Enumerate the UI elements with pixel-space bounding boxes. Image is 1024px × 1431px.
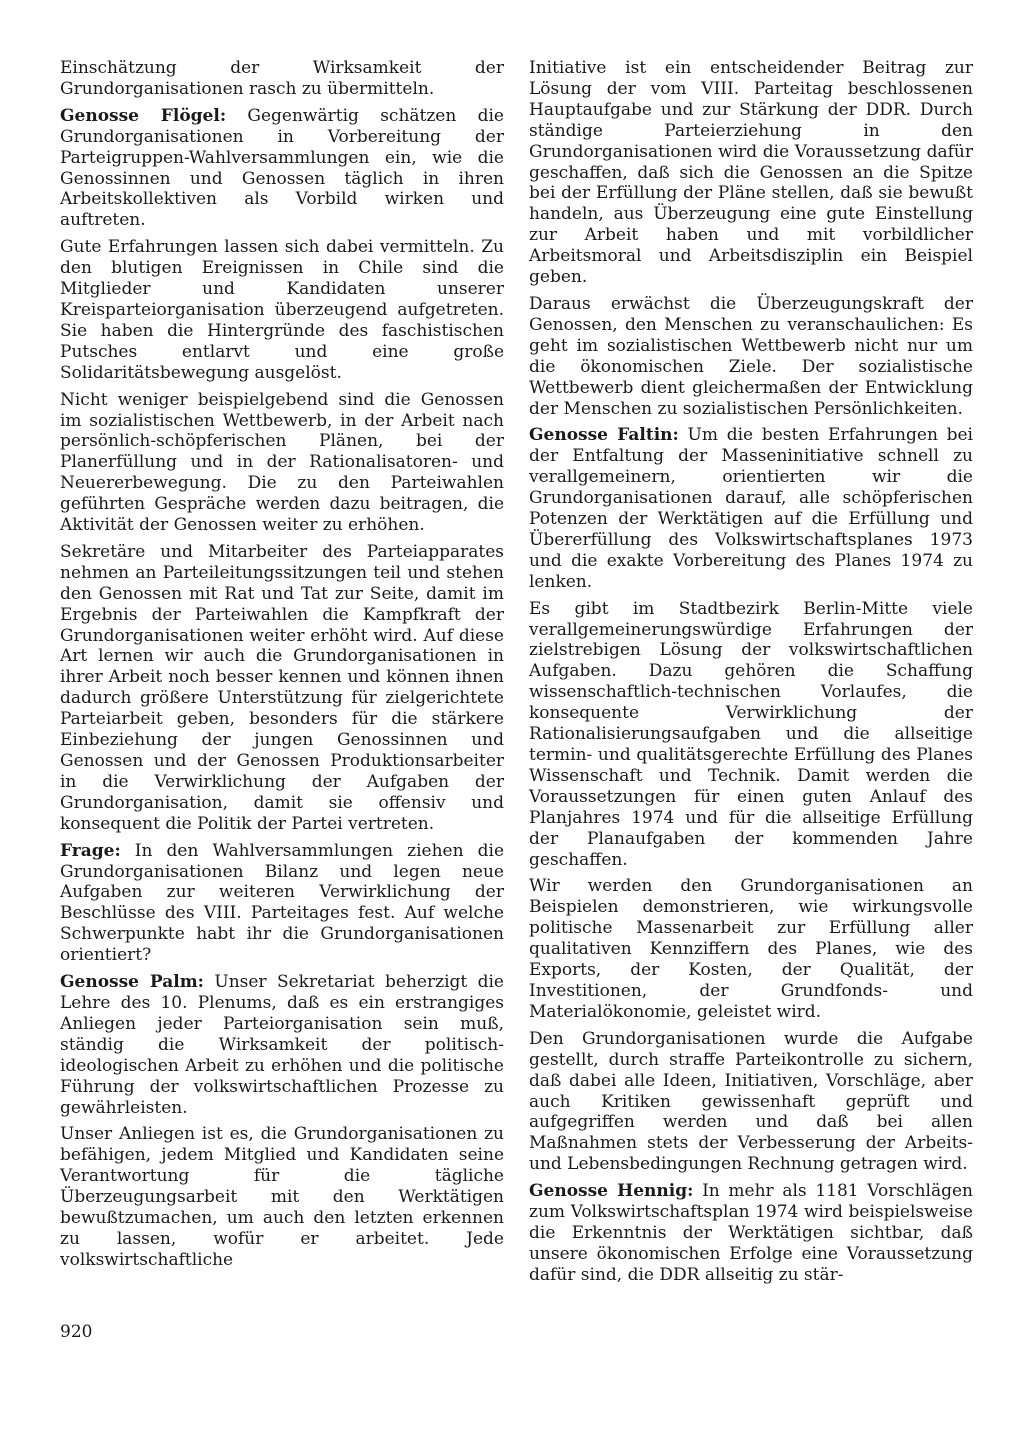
- paragraph-text: Den Grundorganisationen wurde die Aufgabe gestellt, durch straffe Parteikontrolle zu sichern, daß dabei alle Ideen, Initiativen, Vorschläge, aber auch Kritiken gewissenhaft geprüft und aufgegriffen werden und daß bei allen Maßnahmen stets der Verbesserung der Arbeits- und Lebensbedingungen Rechnung getragen wird.: [529, 1028, 973, 1175]
- right-column: [529, 58, 973, 1292]
- page-number: 920: [60, 1322, 93, 1342]
- paragraph: [529, 599, 973, 871]
- speaker-label: Genosse Hennig:: [529, 1181, 694, 1202]
- paragraph-text: Sekretäre und Mitarbeiter des Parteiapparates nehmen an Parteileitungssitzungen teil und stehen den Genossen mit Rat und Tat zur Seite, damit im Ergebnis der Parteiwahlen die Kampfkraft der Grundorganisationen weiter erhöht wird. Auf diese Art lernen wir auch die Grundorganisationen in ihrer Arbeit noch besser kennen und können ihnen dadurch größere Unterstützung für zielgerichtete Parteiarbeit geben, besonders für die stärkere Einbeziehung der jungen Genossinnen und Genossen und der Genossen Produktionsarbeiter in die Verwirklichung der Aufgaben der Grundorganisation, damit sie offensiv und konsequent die Politik der Partei vertreten.: [60, 541, 504, 834]
- paragraph-text: Gute Erfahrungen lassen sich dabei vermitteln. Zu den blutigen Ereignissen in Chile sind die Mitglieder und Kandidaten unserer Kreisparteiorganisation überzeugend aufgetreten. Sie haben die Hintergründe des faschistischen Putsches entlarvt und eine große Solidaritätsbewegung ausgelöst.: [60, 237, 504, 383]
- paragraph: [60, 390, 504, 536]
- paragraph-text: In den Wahlversammlungen ziehen die Grundorganisationen Bilanz und legen neue Aufgaben zur weiteren Verwirklichung der Beschlüsse des VIII. Parteitages fest. Auf welche Schwerpunkte habt ihr die Grundorganisationen orientiert?: [60, 840, 504, 966]
- speaker-label: Frage:: [60, 840, 121, 861]
- paragraph: [60, 542, 504, 835]
- paragraph-text: Um die besten Erfahrungen bei der Entfaltung der Masseninitiative schnell zu verallgemeinern, orientierten wir die Grundorganisationen darauf, alle schöpferischen Potenzen der Werktätigen auf die Erfüllung und Übererfüllung des Volkswirtschaftsplanes 1973 und die exakte Vorbereitung des Planes 1974 zu lenken.: [529, 425, 973, 592]
- paragraph-text: Nicht weniger beispielgebend sind die Genossen im sozialistischen Wettbewerb, in der Arbeit nach persönlich-schöpferischen Plänen, bei der Planerfüllung und in der Rationalisatoren- und Neuererbewegung. Die zu den Parteiwahlen geführten Gespräche werden dazu beitragen, die Aktivität der Genossen weiter zu erhöhen.: [60, 389, 504, 536]
- paragraph: [529, 294, 973, 419]
- paragraph: [60, 841, 504, 966]
- paragraph-text: In mehr als 1181 Vorschlägen zum Volkswirtschaftsplan 1974 wird beispielsweise die Erkenntnis der Werktätigen sichtbar, daß unsere ökonomischen Erfolge eine Voraussetzung dafür sind, die DDR allseitig zu stär-: [529, 1181, 973, 1285]
- speaker-label: Genosse Flögel:: [60, 105, 227, 126]
- paragraph-text: Daraus erwächst die Überzeugungskraft der Genossen, den Menschen zu veranschaulichen: Es geht im sozialistischen Wettbewerb nicht nur um die ökonomischen Ziele. Der sozialistische Wettbewerb dient gleichermaßen der Entwicklung der Menschen zu sozialistischen Persönlichkeiten.: [529, 293, 973, 419]
- paragraph-text: Gegenwärtig schätzen die Grundorganisationen in Vorbereitung der Parteigruppen-Wahlversammlungen ein, wie die Genossinnen und Genossen täglich in ihren Arbeitskollektiven als Vorbild wirken und auftreten.: [60, 105, 504, 231]
- paragraph: [529, 58, 973, 288]
- paragraph-text: Unser Sekretariat beherzigt die Lehre des 10. Plenums, daß es ein erstrangiges Anliegen jeder Parteiorganisation sein muß, ständig die Wirksamkeit der politisch-ideologischen Arbeit zu erhöhen und die politische Führung der volkswirtschaftlichen Prozesse zu gewährleisten.: [60, 972, 504, 1118]
- paragraph-text: Initiative ist ein entscheidender Beitrag zur Lösung der vom VIII. Parteitag beschlossenen Hauptaufgabe und zur Stärkung der DDR. Durch ständige Parteierziehung in den Grundorganisationen wird die Voraussetzung dafür geschaffen, daß sich die Genossen an die Spitze bei der Erfüllung der Pläne stellen, daß sie bewußt handeln, aus Überzeugung eine gute Einstellung zur Arbeit haben und mit vorbildlicher Arbeitsmoral und Arbeitsdisziplin ein Beispiel geben.: [529, 58, 973, 288]
- paragraph: [529, 1029, 973, 1175]
- speaker-label: Genosse Palm:: [60, 972, 204, 993]
- paragraph-text: Es gibt im Stadtbezirk Berlin-Mitte viele verallgemeinerungswürdige Erfahrungen der zielstrebigen Lösung der volkswirtschaftlichen Aufgaben. Dazu gehören die Schaffung wissenschaftlich-technischen Vorlaufes, die konsequente Verwirklichung der Rationalisierungsaufgaben und die allseitige termin- und qualitätsgerechte Erfüllung des Planes Wissenschaft und Technik. Damit werden die Voraussetzungen für einen guten Anlauf des Planjahres 1974 und für die allseitige Erfüllung der Planaufgaben der kommenden Jahre geschaffen.: [529, 598, 973, 870]
- paragraph-text: Wir werden den Grundorganisationen an Beispielen demonstrieren, wie wirkungsvolle politische Massenarbeit zur Erfüllung aller qualitativen Kennziffern des Planes, wie des Exports, der Kosten, der Qualität, der Investitionen, der Grundfonds- und Materialökonomie, geleistet wird.: [529, 876, 973, 1022]
- speaker-label: Genosse Faltin:: [529, 425, 679, 446]
- paragraph: [60, 237, 504, 383]
- paragraph-text: Unser Anliegen ist es, die Grundorganisationen zu befähigen, jedem Mitglied und Kandidaten seine Verantwortung für die tägliche Überzeugungsarbeit mit den Werktätigen bewußtzumachen, um auch den letzten erkennen zu lassen, wofür er arbeitet. Jede volkswirtschaftliche: [60, 1124, 504, 1270]
- paragraph: [529, 876, 973, 1022]
- paragraph: [60, 58, 504, 100]
- paragraph: [529, 425, 973, 592]
- paragraph: [60, 972, 504, 1118]
- paragraph: [60, 1124, 504, 1270]
- paragraph: [529, 1181, 973, 1286]
- left-column: [60, 58, 504, 1277]
- paragraph: [60, 106, 504, 231]
- paragraph-text: Einschätzung der Wirksamkeit der Grundorganisationen rasch zu übermitteln.: [60, 58, 504, 99]
